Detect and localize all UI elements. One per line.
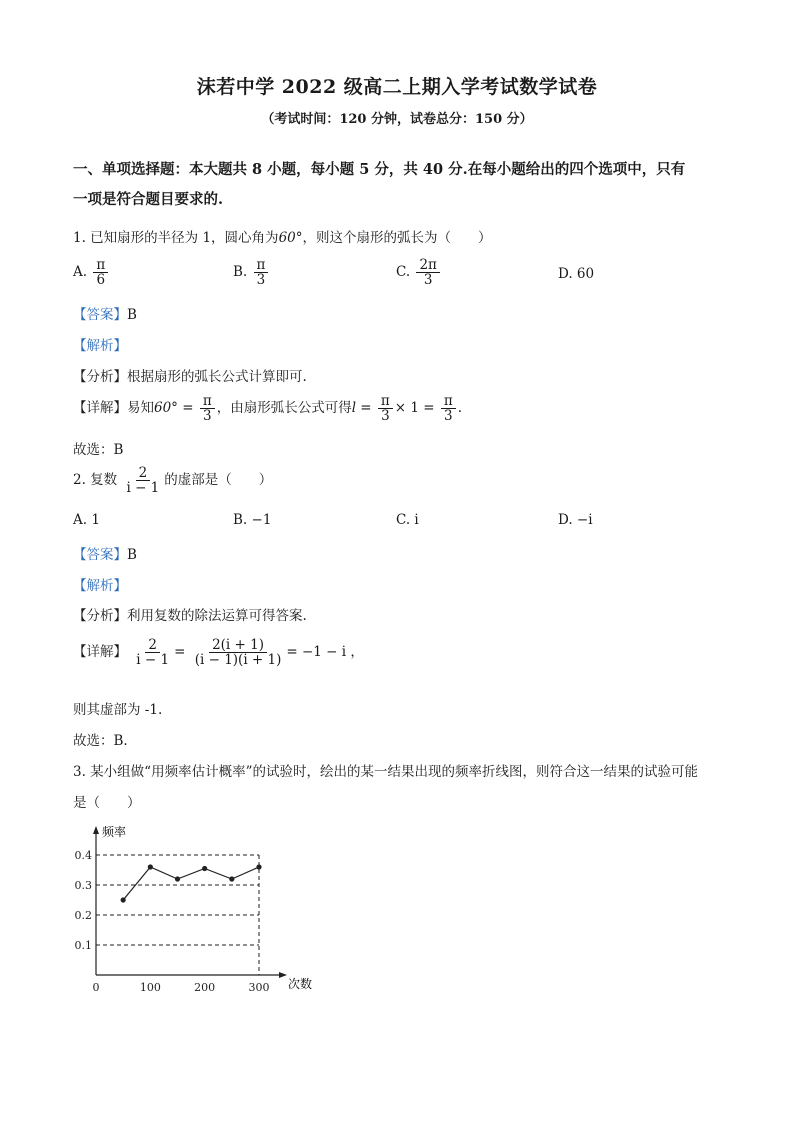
q2-fenxi-tag: 【分析】 (73, 608, 127, 624)
q2-detail-frac1 (133, 638, 172, 667)
q1-detail-frac3 (441, 394, 456, 423)
q1-option-a (73, 258, 110, 287)
q2-detail-frac1-num: 2 (145, 638, 160, 653)
q1-option-a-letter: A. (73, 264, 88, 281)
x-tick-label-0: 0 (92, 981, 100, 994)
q1-detail-tag: 【详解】 (73, 400, 127, 417)
q2-detail-frac2-den: (i − 1)(i + 1) (194, 652, 282, 669)
q2-answer (73, 543, 137, 563)
q2-stem-frac-den: i − 1 (126, 480, 160, 497)
question-3-stem-line1: 3. 某小组做“用频率估计概率”的试验时，绘出的某一结果出现的频率折线图，则符合这一结果的试验可能 (73, 764, 698, 780)
q1-detail-a: 易知 (127, 400, 154, 417)
q1-option-a-fraction (93, 258, 108, 287)
q2-detail-eq1: = (174, 644, 186, 661)
y-axis-arrow (93, 826, 99, 834)
q1-analysis-tag (73, 334, 127, 354)
frequency-point-50 (121, 897, 126, 902)
q1-choice: 故选：B (73, 442, 124, 458)
chart-series (121, 864, 262, 902)
x-tick-label-300: 300 (248, 981, 270, 994)
q1-detail-frac3-num: π (441, 394, 456, 409)
frequency-series-line (123, 867, 259, 900)
q2-detail-tag: 【详解】 (73, 644, 127, 661)
q2-stem-frac-num: 2 (136, 466, 151, 481)
q2-fenxi (73, 604, 307, 624)
x-tick-label-200: 200 (194, 981, 216, 994)
q2-option-d: D. −i (558, 512, 593, 528)
q1-detail-frac1 (200, 394, 215, 423)
q2-stem-fraction (123, 466, 162, 495)
q1-option-b-fraction (254, 258, 269, 287)
q1-fenxi-text: 根据扇形的弧长公式计算即可. (127, 369, 307, 385)
q1-option-b-num: π (254, 258, 269, 273)
q2-analysis-label: 【解析】 (73, 578, 127, 594)
q1-option-a-den: 6 (96, 272, 106, 289)
q1-analysis-label: 【解析】 (73, 338, 127, 354)
q1-detail-b: ，由扇形弧长公式可得 (216, 400, 352, 417)
chart-y-axis-label: 频率 (102, 825, 127, 839)
q1-answer-value: B (127, 307, 137, 323)
q1-detail-frac1-num: π (200, 394, 215, 409)
question-2-stem (73, 466, 272, 495)
x-axis-arrow (279, 972, 287, 978)
q1-answer-tag: 【答案】 (73, 307, 127, 323)
q1-stem-a: 1. 已知扇形的半径为 1，圆心角为 (73, 230, 279, 246)
q2-detail-frac2-num: 2(i + 1) (209, 638, 267, 653)
paper-title: 沫若中学 2022 级高二上期入学考试数学试卷 (196, 76, 598, 98)
section-heading-line2: 一项是符合题目要求的. (73, 191, 224, 208)
q1-option-c (396, 258, 442, 287)
q2-stem-b: 的虚部是（ ） (164, 472, 273, 489)
q1-detail-frac2-den: 3 (381, 408, 390, 425)
q1-angle: 60° (278, 230, 303, 246)
q1-option-c-den: 3 (423, 272, 433, 289)
chart-x-axis-label: 次数 (288, 977, 313, 991)
q2-detail-frac2 (192, 638, 285, 667)
q1-detail-frac2-num: π (378, 394, 393, 409)
q1-stem-b: ，则这个扇形的弧长为（ ） (302, 230, 492, 246)
chart-tick-labels (75, 849, 270, 994)
q2-stem-a: 2. 复数 (73, 472, 118, 489)
q2-analysis-tag (73, 574, 127, 594)
q2-fenxi-text: 利用复数的除法运算可得答案. (127, 608, 307, 624)
q2-answer-tag: 【答案】 (73, 547, 127, 563)
question-1-stem (73, 226, 492, 246)
section-heading-line1: 一、单项选择题：本大题共 8 小题，每小题 5 分，共 40 分.在每小题给出的四个选项中，只有 (73, 161, 686, 178)
q2-option-b: B. −1 (233, 512, 272, 528)
y-tick-label-0.4: 0.4 (74, 849, 92, 862)
q1-detail-frac1-den: 3 (202, 408, 212, 425)
q1-option-a-num: π (93, 258, 108, 273)
q1-detail-frac3-den: 3 (444, 408, 453, 425)
question-3-stem-line2: 是（ ） (73, 795, 141, 811)
y-tick-label-0.1: 0.1 (74, 939, 92, 952)
paper-subtitle: （考试时间：120 分钟，试卷总分：150 分） (261, 112, 533, 127)
q1-fenxi (73, 365, 307, 385)
q1-detail-l: l = (351, 400, 372, 417)
q1-fenxi-tag: 【分析】 (73, 369, 127, 385)
q2-detail-frac1-den: i − 1 (136, 652, 170, 669)
q1-detail-times: × 1 = (394, 400, 435, 417)
q1-option-b (233, 258, 270, 287)
q1-option-d: D. 60 (558, 266, 595, 282)
q2-imag-part: 则其虚部为 -1. (73, 702, 163, 718)
frequency-point-150 (175, 876, 180, 881)
q2-detail (73, 638, 364, 667)
y-tick-label-0.2: 0.2 (74, 909, 92, 922)
q1-option-c-num: 2π (416, 258, 439, 273)
frequency-line-chart (60, 820, 320, 1000)
frequency-point-300 (256, 864, 261, 869)
q1-detail-frac2 (378, 394, 393, 423)
q1-detail (73, 394, 462, 423)
frequency-point-200 (202, 866, 207, 871)
q1-option-c-fraction (416, 258, 439, 287)
q1-detail-angle: 60° = (154, 400, 194, 417)
q1-option-c-letter: C. (396, 264, 411, 281)
q1-option-b-letter: B. (233, 264, 248, 281)
q2-option-c: C. i (396, 512, 419, 528)
q2-choice: 故选：B. (73, 733, 128, 749)
q1-detail-end: . (457, 400, 463, 417)
q2-detail-eq2: = −1 − i ， (286, 644, 364, 661)
x-tick-label-100: 100 (139, 981, 161, 994)
frequency-point-250 (229, 876, 234, 881)
chart-gridlines (96, 855, 259, 975)
q2-answer-value: B (127, 547, 137, 563)
q2-option-a: A. 1 (73, 512, 100, 528)
q1-option-b-den: 3 (256, 272, 266, 289)
frequency-point-100 (148, 864, 153, 869)
q1-answer (73, 303, 137, 323)
y-tick-label-0.3: 0.3 (74, 879, 92, 892)
